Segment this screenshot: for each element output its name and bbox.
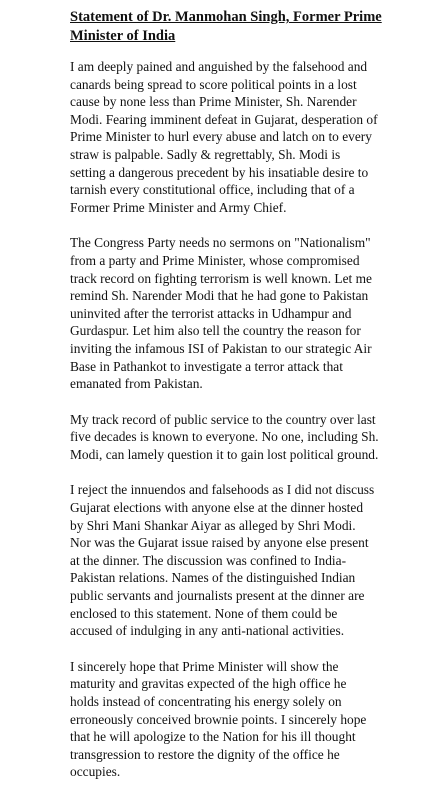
text-line: remind Sh. Narender Modi that he had gone to Pakistan [70, 288, 369, 304]
text-line: Modi. Fearing imminent defeat in Gujarat, desperation of [70, 111, 378, 127]
text-line: at the dinner. The discussion was confined to India- [70, 552, 347, 568]
text-line: Prime Minister to hurl every abuse and latch on to every [70, 129, 372, 145]
paragraph-2 [70, 234, 436, 392]
title-line: Statement of Dr. Manmohan Singh, Former Prime [70, 9, 382, 25]
text-line: accused of indulging in any anti-national activities. [70, 623, 345, 639]
text-line: My track record of public service to the country over last [70, 411, 376, 427]
text-line: I am deeply pained and anguished by the falsehood and [70, 59, 368, 74]
statement-document [70, 8, 436, 799]
text-line: Gujarat elections with anyone else at the dinner hosted [70, 500, 364, 516]
text-line: transgression to restore the dignity of the office he [70, 746, 340, 762]
text-line: public servants and journalists present at the dinner are [70, 588, 365, 604]
text-line: holds instead of concentrating his energy solely on [70, 694, 342, 709]
text-line: cause by none less than Prime Minister, Sh. Narender [70, 94, 357, 110]
paragraph-1 [70, 58, 436, 216]
text-line: that he will apologize to the Nation for his ill thought [70, 729, 356, 745]
text-line: five decades is known to everyone. No one, including Sh. [70, 429, 379, 445]
document-title [70, 8, 436, 46]
text-line: Pakistan relations. Names of the distinguished Indian [70, 570, 356, 586]
text-line: I sincerely hope that Prime Minister will show the [70, 658, 339, 674]
text-line: track record on fighting terrorism is well known. Let me [70, 270, 372, 286]
text-line: tarnish every constitutional office, including that of a [70, 182, 355, 198]
text-line: maturity and gravitas expected of the high office he [70, 676, 347, 692]
paragraph-5 [70, 658, 436, 781]
text-line: inviting the infamous ISI of Pakistan to our strategic Air [70, 340, 372, 356]
text-line: emanated from Pakistan. [70, 376, 203, 392]
text-line: Modi, can lamely question it to gain lost political ground. [70, 446, 379, 462]
text-line: from a party and Prime Minister, whose compromised [70, 252, 360, 268]
text-line: setting a dangerous precedent by his insatiable desire to [70, 164, 369, 180]
text-line: Gurdaspur. Let him also tell the country the reason for [70, 323, 361, 339]
title-line: Minister of India [70, 28, 176, 44]
text-line: erroneously conceived brownie points. I sincerely hope [70, 711, 367, 727]
text-line: Nor was the Gujarat issue raised by anyone else present [70, 535, 369, 551]
text-line: enclosed to this statement. None of them could be [70, 605, 338, 621]
text-line: The Congress Party needs no sermons on "Nationalism" [70, 235, 371, 251]
text-line: canards being spread to score political points in a lost [70, 76, 357, 92]
paragraph-4 [70, 481, 436, 639]
text-line: by Shri Mani Shankar Aiyar as alleged by Shri Modi. [70, 517, 356, 533]
text-line: uninvited after the terrorist attacks in Udhampur and [70, 305, 352, 321]
text-line: Base in Pathankot to investigate a terror attack that [70, 358, 343, 374]
text-line: occupies. [70, 764, 121, 780]
paragraph-3 [70, 411, 436, 464]
text-line: Former Prime Minister and Army Chief. [70, 199, 287, 215]
text-line: straw is palpable. Sadly & regrettably, Sh. Modi is [70, 146, 341, 162]
text-line: I reject the innuendos and falsehoods as I did not discuss [70, 482, 375, 498]
